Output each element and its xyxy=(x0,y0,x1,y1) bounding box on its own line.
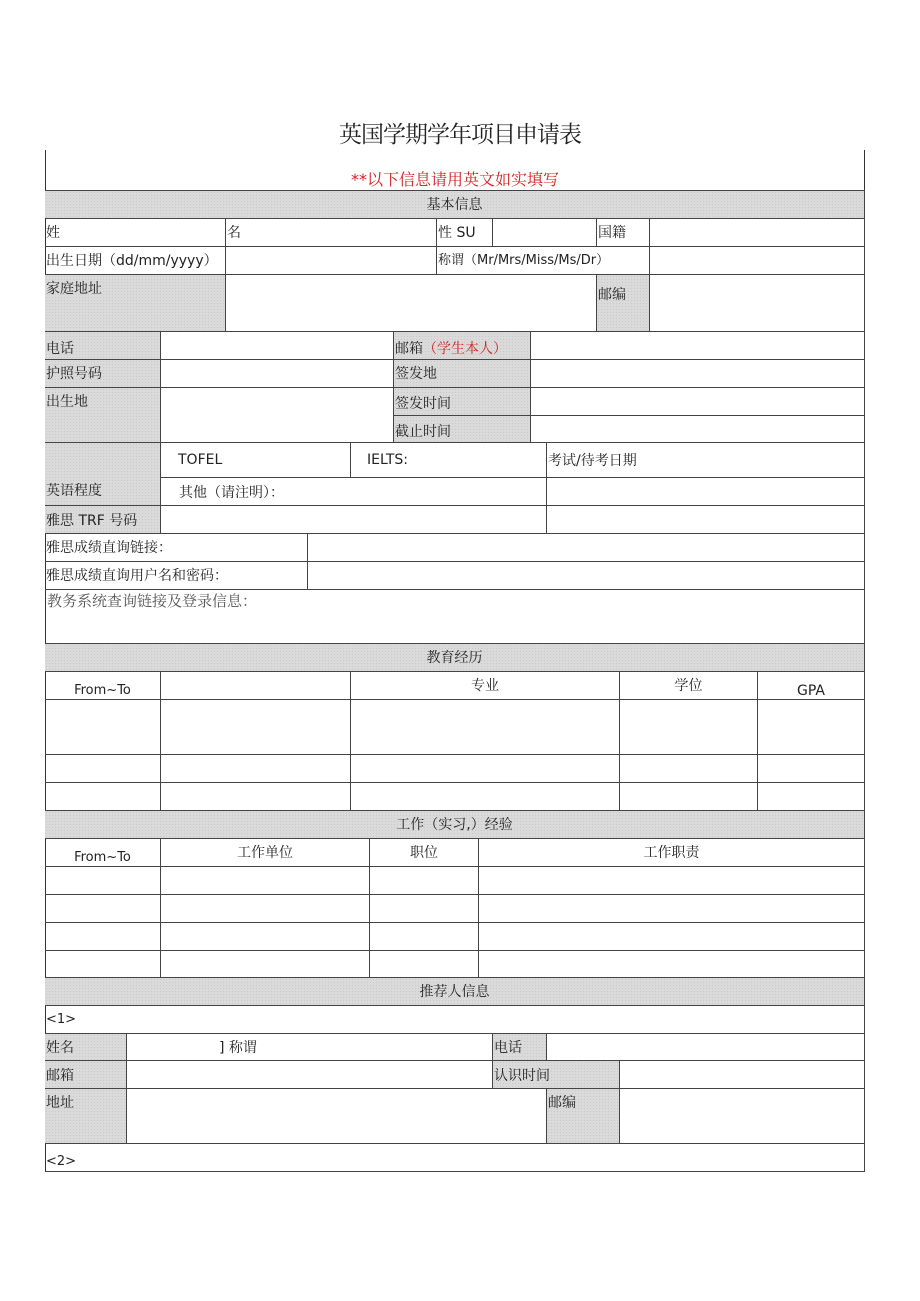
edu-row-2-from-to[interactable] xyxy=(45,755,161,783)
passport-label: 护照号码 xyxy=(45,360,161,388)
work-row-2-position[interactable] xyxy=(370,895,479,923)
trf-label: 雅思 TRF 号码 xyxy=(45,506,161,534)
work-row-1-duties[interactable] xyxy=(479,867,865,895)
postcode-field[interactable] xyxy=(650,275,865,332)
edu-degree-header: 学位 xyxy=(620,672,758,700)
edu-row-3-gpa[interactable] xyxy=(758,783,865,811)
edu-row-2-gpa[interactable] xyxy=(758,755,865,783)
surname-label: 姓 xyxy=(45,219,226,247)
referee-salutation-label: ] 称谓 xyxy=(219,1040,257,1056)
nationality-label: 国籍 xyxy=(597,219,650,247)
section-header-education: 教育经历 xyxy=(45,644,865,672)
expiry-date-field[interactable] xyxy=(531,416,865,443)
score-link-field[interactable] xyxy=(308,534,865,562)
salutation-field[interactable] xyxy=(650,247,865,275)
referee-name-label: 姓名 xyxy=(45,1034,127,1061)
referee-phone-field[interactable] xyxy=(547,1034,865,1061)
work-from-to-header: From~To xyxy=(45,839,161,867)
edu-row-3-from-to[interactable] xyxy=(45,783,161,811)
edu-row-3-school[interactable] xyxy=(161,783,351,811)
work-row-4-from-to[interactable] xyxy=(45,951,161,978)
referee-known-since-field[interactable] xyxy=(620,1061,865,1089)
expiry-date-label: 截止时间 xyxy=(394,416,531,443)
exam-date-label: 考试/待考日期 xyxy=(547,443,865,478)
work-row-3-duties[interactable] xyxy=(479,923,865,951)
tofel-label[interactable]: TOFEL xyxy=(161,443,351,478)
work-row-4-duties[interactable] xyxy=(479,951,865,978)
dob-field[interactable] xyxy=(226,247,437,275)
form-title: 英国学期学年项目申请表 xyxy=(339,122,581,148)
academic-system-label[interactable]: 教务系统查询链接及登录信息： xyxy=(45,590,865,644)
referee-postcode-field[interactable] xyxy=(620,1089,865,1144)
edu-row-3-degree[interactable] xyxy=(620,783,758,811)
nationality-field[interactable] xyxy=(650,219,865,247)
edu-row-1-major[interactable] xyxy=(351,700,620,755)
edu-row-1-school[interactable] xyxy=(161,700,351,755)
referee-email-field[interactable] xyxy=(127,1061,493,1089)
dob-label: 出生日期（dd/mm/yyyy） xyxy=(45,247,226,275)
application-form xyxy=(45,150,865,1172)
work-row-1-employer[interactable] xyxy=(161,867,370,895)
referee-known-since-label: 认识时间 xyxy=(493,1061,620,1089)
edu-from-to-header: From~To xyxy=(45,672,161,700)
home-address-label: 家庭地址 xyxy=(45,275,226,332)
referee-name-field[interactable] xyxy=(127,1034,493,1061)
edu-row-2-degree[interactable] xyxy=(620,755,758,783)
phone-field[interactable] xyxy=(161,332,394,360)
referee-postcode-label: 邮编 xyxy=(547,1089,620,1144)
work-row-1-position[interactable] xyxy=(370,867,479,895)
issue-place-label: 签发地 xyxy=(394,360,531,388)
work-duties-header: 工作职责 xyxy=(479,839,865,867)
referee-1-marker: <1> xyxy=(45,1006,865,1034)
work-row-3-position[interactable] xyxy=(370,923,479,951)
edu-row-1-gpa[interactable] xyxy=(758,700,865,755)
edu-school-header xyxy=(161,672,351,700)
section-header-basic: 基本信息 xyxy=(45,190,865,219)
gender-label: 性 SU xyxy=(437,219,493,247)
birthplace-label: 出生地 xyxy=(45,388,161,443)
english-instruction-note: **以下信息请用英文如实填写 xyxy=(350,170,559,189)
work-row-2-duties[interactable] xyxy=(479,895,865,923)
edu-major-header: 专业 xyxy=(351,672,620,700)
referee-address-field[interactable] xyxy=(127,1089,547,1144)
work-row-2-from-to[interactable] xyxy=(45,895,161,923)
email-student-note: （学生本人） xyxy=(423,341,507,357)
edu-row-2-school[interactable] xyxy=(161,755,351,783)
work-row-4-position[interactable] xyxy=(370,951,479,978)
exam-date-field[interactable] xyxy=(547,478,865,506)
given-name-label: 名 xyxy=(226,219,437,247)
work-row-3-from-to[interactable] xyxy=(45,923,161,951)
other-spec-label[interactable]: 其他（请注明）： xyxy=(161,478,547,506)
work-position-header: 职位 xyxy=(370,839,479,867)
salutation-label: 称谓（Mr/Mrs/Miss/Ms/Dr） xyxy=(437,247,650,275)
referee-address-label: 地址 xyxy=(45,1089,127,1144)
score-link-label: 雅思成绩直询链接： xyxy=(45,534,308,562)
email-label-text: 邮箱 xyxy=(395,341,423,357)
work-employer-header: 工作单位 xyxy=(161,839,370,867)
phone-label: 电话 xyxy=(45,332,161,360)
edu-row-2-major[interactable] xyxy=(351,755,620,783)
work-row-2-employer[interactable] xyxy=(161,895,370,923)
section-header-referee: 推荐人信息 xyxy=(45,978,865,1006)
edu-row-3-major[interactable] xyxy=(351,783,620,811)
edu-gpa-header: GPA xyxy=(758,672,865,700)
edu-row-1-from-to[interactable] xyxy=(45,700,161,755)
email-field[interactable] xyxy=(531,332,865,360)
ielts-label[interactable]: IELTS: xyxy=(351,443,547,478)
issue-date-label: 签发时间 xyxy=(394,388,531,416)
section-header-work: 工作（实习,）经验 xyxy=(45,811,865,839)
passport-field[interactable] xyxy=(161,360,394,388)
work-row-3-employer[interactable] xyxy=(161,923,370,951)
score-login-label: 雅思成绩直询用户名和密码： xyxy=(45,562,308,590)
issue-date-field[interactable] xyxy=(531,388,865,416)
score-login-field[interactable] xyxy=(308,562,865,590)
work-row-4-employer[interactable] xyxy=(161,951,370,978)
home-address-field[interactable] xyxy=(226,275,597,332)
english-level-label: 英语程度 xyxy=(46,483,102,499)
english-level-label-cell xyxy=(45,443,161,506)
email-label xyxy=(394,332,531,360)
edu-row-1-degree[interactable] xyxy=(620,700,758,755)
trf-extra-field[interactable] xyxy=(547,506,865,534)
referee-2-marker: <2> xyxy=(45,1144,865,1172)
trf-field[interactable] xyxy=(161,506,547,534)
referee-phone-label: 电话 xyxy=(493,1034,547,1061)
issue-place-field[interactable] xyxy=(531,360,865,388)
work-row-1-from-to[interactable] xyxy=(45,867,161,895)
referee-email-label: 邮箱 xyxy=(45,1061,127,1089)
birthplace-field[interactable] xyxy=(161,388,394,443)
postcode-label: 邮编 xyxy=(597,275,650,332)
gender-field[interactable] xyxy=(493,219,597,247)
